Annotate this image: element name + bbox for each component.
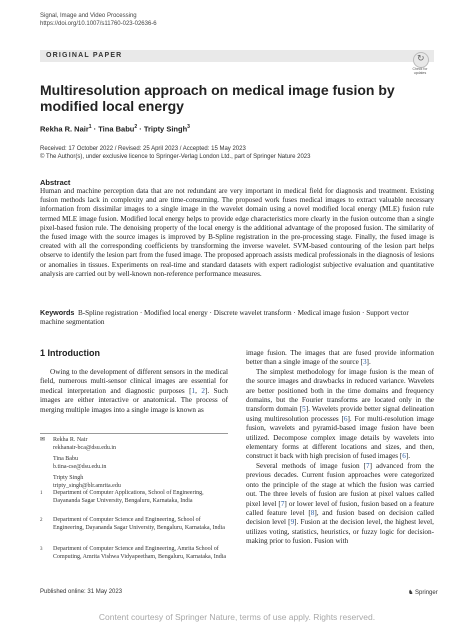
author-name[interactable]: Tripty Singh: [143, 124, 188, 134]
doi-link[interactable]: https://doi.org/10.1007/s11760-023-02636-6: [40, 21, 157, 27]
author-name[interactable]: Tina Babu: [98, 124, 135, 134]
citation-link[interactable]: 7: [366, 461, 370, 470]
check-for-updates-icon: ↻: [413, 52, 429, 68]
keywords-label: Keywords: [40, 308, 75, 317]
affiliation: 3 Department of Computer Science and Engineering, Amrita School of Computing, Amrita Vishwa Vidyapeetham, Bengaluru, Karnataka, India: [40, 546, 227, 560]
contact-name: Tripty Singh: [53, 475, 84, 481]
contact-email[interactable]: tripty_singh@blr.amrita.edu: [53, 482, 121, 489]
author-name[interactable]: Rekha R. Nair: [40, 124, 89, 134]
article-title: Multiresolution approach on medical image fusion by modified local energy: [40, 82, 395, 114]
history-dates: Received: 17 October 2022 / Revised: 25 April 2023 / Accepted: 15 May 2023: [40, 146, 246, 152]
affiliation: 2 Department of Computer Science and Engineering, School of Engineering, Dayananda Sagar University, Bengaluru, Karnataka, India: [40, 517, 225, 531]
journal-header: [40, 12, 157, 28]
author-list: Rekha R. Nair$^1$ · Tina Babu$^2$ · Tripty Singh$^3$: [40, 124, 190, 134]
footnote-divider: [40, 433, 228, 434]
copyright-line: © The Author(s), under exclusive licence to Springer-Verlag London Ltd., part of Springer Nature 2023: [40, 154, 311, 160]
abstract-text: Human and machine perception data that are not redundant are very important in medical field for diagnosis and treatment. Existing fusion methods lack in complexity and are time-consuming. The proposed work fuses medical images to extract valuable necessary information from dissimilar images to a single image in the wavelet domain using a novel modified local energy (MLE) fusion rule termed MLE image fusion. Modified local energy helps to provide edge characteristics more clearly in the fusion outcome than a single pixel-based fusion rule. The denoising property of the local energy is the additional advantage of the proposed fusion. The similarity of the fused image with the source images is improved by B-Spline registration in the pre-processing stage. Finally, the fused image is created with all the corresponding coefficients by transforming the inverse wavelet. SVM-based contouring of the lesion part helps observe to identify the lesion part from the fused image. The proposed approach assists medical professionals in the diagnosis of lesions or anomalies in tissues. Experiments on real-time and standard datasets with expert radiologist subjective evaluation and quantitative analysis are carried out by well-known non-reference performance measures.: [40, 187, 434, 278]
section-heading-introduction: 1 Introduction: [40, 348, 100, 358]
citation-link[interactable]: 7: [280, 499, 285, 508]
citation-link[interactable]: 9: [290, 518, 295, 527]
citation-link[interactable]: 5: [302, 405, 306, 414]
article-type-label: ORIGINAL PAPER: [46, 52, 123, 59]
publisher-logo: ♞ Springer: [408, 590, 438, 596]
corresponding-contacts: [40, 437, 228, 490]
citation-link[interactable]: 3: [362, 358, 367, 367]
paragraph: The simplest methodology for image fusion is the mean of the source images and drawbacks in reduced variance. Wavelets are better positioned both in the time domains and frequency domains, but the Fourier transforms are located only in the transform domain [5]. Wavelets provide better signal delineation using multiresolution processes [6]. For multi-resolution image fusion, wavelets and pyramid-based image fusion have been utilized. Decompose complex image details by wavelets into elementary forms at different locations and sizes, and then, construct it back with high precision of fused images [6].: [246, 367, 434, 461]
contact-name: Tina Babu: [53, 456, 78, 462]
citation-link[interactable]: 6: [343, 414, 348, 423]
keywords: [40, 308, 434, 327]
citation-link[interactable]: 8: [310, 508, 315, 517]
journal-name: Signal, Image and Video Processing: [40, 13, 137, 19]
contact-email[interactable]: b.tina-cse@dsu.edu.in: [53, 463, 107, 470]
affiliation: 1 Department of Computer Applications, School of Engineering, Dayananda Sagar University, Bengaluru, Karnataka, India: [40, 490, 204, 504]
citation-link[interactable]: 1: [191, 386, 196, 395]
abstract-heading: Abstract: [40, 178, 71, 187]
paragraph: Several methods of image fusion [7] advanced from the previous decades. Current fusion approaches were categorized onto the principle of the stage at which the fusion was carried out. The three levels of fusion are fusion at pixel values called pixel level [7] or lower level of fusion, fusion based on a feature called feature level [8], and fusion based on decision called decision level [9]. Fusion at the decision level, the highest level, utilizes voting, statistics, heuristics, or fuzzy logic for decision-making prior to fusion. Fusion with: [246, 461, 435, 546]
intro-left-paragraph: Owing to the development of different sensors in the medical field, numerous multi-sensor clinical images are essential for medical interpretation and diagnostic purposes [1, 2]. Such images are either interactive or anatomical. The process of merging multiple images into a single image is known as: [40, 368, 228, 414]
paragraph: image fusion. The images that are fused provide information better than a single image of the source [3].: [246, 349, 434, 367]
courtesy-notice: Content courtesy of Springer Nature, terms of use apply. Rights reserved.: [98, 612, 376, 622]
citation-link[interactable]: 2: [201, 386, 205, 395]
contact-name: Rekha R. Nair: [53, 437, 88, 443]
email-icon: ✉: [40, 437, 46, 443]
check-for-updates-badge[interactable]: [409, 52, 431, 74]
article-dates: [40, 145, 310, 161]
contact-email[interactable]: rekhanair-bca@dsu.edu.in: [53, 444, 117, 451]
published-online-date: Published online: 31 May 2023: [40, 589, 123, 595]
check-for-updates-text: Check for updates: [412, 67, 428, 75]
intro-right-column: [246, 349, 434, 547]
citation-link[interactable]: 6: [402, 452, 406, 461]
keywords-text: B-Spline registration · Modified local energy · Discrete wavelet transform · Medical image fusion · Support vector machine segmentation: [40, 309, 409, 327]
